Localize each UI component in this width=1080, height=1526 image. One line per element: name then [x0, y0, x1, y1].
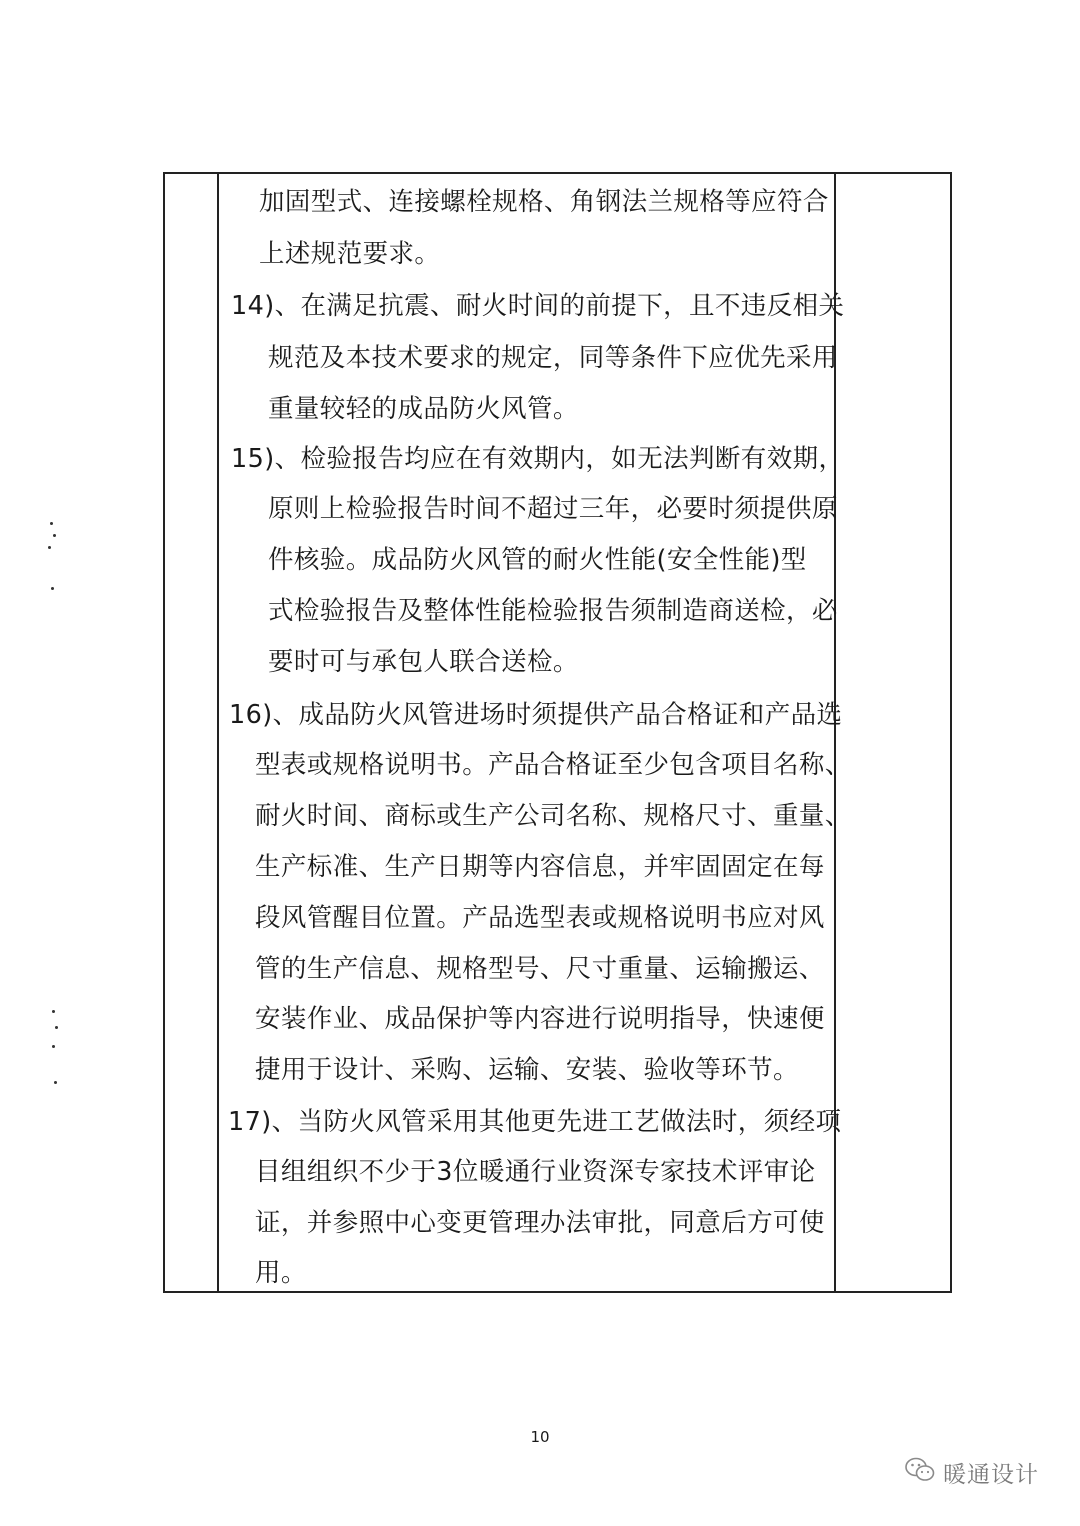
- text-line: 安装作业、成品保护等内容进行说明指导，快速便: [255, 1004, 825, 1034]
- table-divider-left: [217, 174, 219, 1291]
- watermark-text: 暖通设计: [943, 1461, 1039, 1488]
- text-line: 目组组织不少于3位暖通行业资深专家技术评审论: [255, 1157, 816, 1187]
- text-line: 原则上检验报告时间不超过三年，必要时须提供原: [268, 494, 838, 524]
- text-line: 管的生产信息、规格型号、尺寸重量、运输搬运、: [255, 954, 825, 984]
- scan-speck: [55, 1026, 58, 1029]
- text-line: 式检验报告及整体性能检验报告须制造商送检，必: [268, 596, 838, 626]
- text-line: 17)、当防火风管采用其他更先进工艺做法时，须经项: [228, 1107, 842, 1137]
- text-line: 耐火时间、商标或生产公司名称、规格尺寸、重量、: [255, 801, 851, 831]
- text-line: 段风管醒目位置。产品选型表或规格说明书应对风: [255, 903, 825, 933]
- text-line: 加固型式、连接螺栓规格、角钢法兰规格等应符合: [259, 187, 829, 217]
- text-line: 规范及本技术要求的规定，同等条件下应优先采用: [268, 343, 838, 373]
- watermark: [905, 1455, 1039, 1489]
- text-line: 用。: [255, 1258, 307, 1288]
- text-line: 要时可与承包人联合送检。: [268, 647, 579, 677]
- scan-speck: [54, 1081, 57, 1084]
- scan-speck: [53, 534, 56, 537]
- text-line: 上述规范要求。: [259, 239, 441, 269]
- scan-speck: [52, 1045, 55, 1048]
- text-line: 14)、在满足抗震、耐火时间的前提下，且不违反相关: [231, 291, 845, 321]
- text-line: 型表或规格说明书。产品合格证至少包含项目名称、: [255, 750, 851, 780]
- scan-speck: [51, 587, 54, 590]
- text-line: 重量较轻的成品防火风管。: [268, 394, 579, 424]
- text-line: 证，并参照中心变更管理办法审批，同意后方可使: [255, 1208, 825, 1238]
- text-line: 16)、成品防火风管进场时须提供产品合格证和产品选: [229, 700, 843, 730]
- text-line: 15)、检验报告均应在有效期内，如无法判断有效期，: [231, 444, 845, 474]
- scan-speck: [50, 522, 53, 525]
- wechat-icon: [905, 1457, 935, 1487]
- page-number: 10: [530, 1428, 550, 1446]
- text-line: 生产标准、生产日期等内容信息，并牢固固定在每: [255, 852, 825, 882]
- scan-speck: [48, 546, 51, 549]
- text-line: 件核验。成品防火风管的耐火性能(安全性能)型: [268, 545, 807, 575]
- text-line: 捷用于设计、采购、运输、安装、验收等环节。: [255, 1055, 799, 1085]
- scan-speck: [52, 1010, 55, 1013]
